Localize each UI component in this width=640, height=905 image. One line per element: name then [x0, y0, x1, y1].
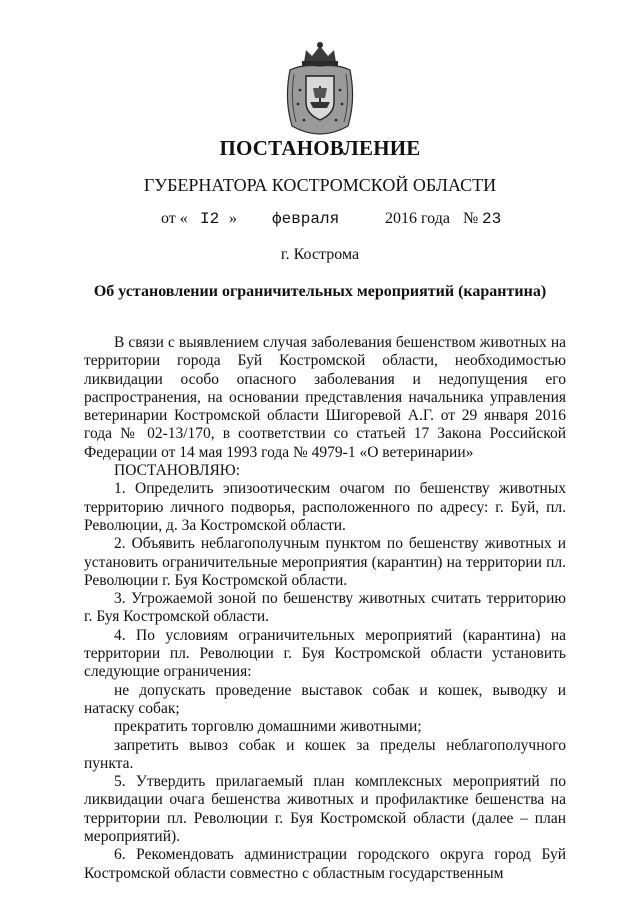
paragraph-resolve: ПОСТАНОВЛЯЮ: [114, 462, 241, 480]
document-number: 23 [482, 210, 502, 228]
date-prefix: от « [161, 210, 188, 227]
paragraph-restriction-2: прекратить торговлю домашними животными; [114, 718, 422, 736]
number-label: № [463, 210, 479, 227]
coat-of-arms-icon [282, 40, 358, 136]
date-line [0, 210, 640, 232]
paragraph-item-4: 4. По условиям ограничительных мероприятий (карантина) на территории пл. Революции г. Буя Костромской области установить следующие ограничения: [84, 626, 566, 681]
date-month: февраля [272, 210, 340, 228]
date-day: I2 [200, 210, 220, 228]
paragraph-item-6: 6. Рекомендовать администрации городского округа город Буй Костромской области совместно с областным государственным [84, 846, 566, 882]
paragraph-item-5: 5. Утвердить прилагаемый план комплексных мероприятий по ликвидации очага бешенства животных и профилактике бешенства на территории пл. Революции г. Буя Костромской области (далее – план мероприятий). [84, 773, 566, 846]
document-heading: Об установлении ограничительных мероприятий (карантина) [93, 283, 547, 300]
paragraph-item-1: 1. Определить эпизоотическим очагом по бешенству животных территорию личного подворья, расположенного по адресу: г. Буй, пл. Революции, д. 3а Костромской области. [84, 480, 566, 534]
document-title: ПОСТАНОВЛЕНИЕ [219, 136, 421, 160]
paragraph-restriction-1: не допускать проведение выставок собак и кошек, выводку и натаску собак; [84, 681, 566, 717]
document-subtitle: ГУБЕРНАТОРА КОСТРОМСКОЙ ОБЛАСТИ [143, 175, 497, 195]
paragraph-preamble: В связи с выявлением случая заболевания бешенством животных на территории города Буй Костромской области, необходимостью ликвидации особо опасного заболевания и недопущения его распространения, на основании представления начальника управления ветеринарии Костромской области Шигоревой А.Г. от 29 января 2016 года № 02-13/170, в соответствии со статьей 17 Закона Российской Федерации от 14 мая 1993 года № 4979-1 «О ветеринарии» [84, 334, 566, 461]
city-line: г. Кострома [280, 246, 360, 263]
document-body [84, 334, 566, 883]
paragraph-restriction-3: запретить вывоз собак и кошек за пределы неблагополучного пункта. [84, 736, 566, 772]
paragraph-item-3: 3. Угрожаемой зоной по бешенству животных считать территорию г. Буя Костромской области. [84, 590, 566, 626]
date-suffix: » [229, 210, 237, 227]
date-year: 2016 года [385, 210, 450, 227]
paragraph-item-2: 2. Объявить неблагополучным пунктом по бешенству животных и установить ограничительные мероприятия (карантин) на территории пл. Революции г. Буя Костромской области. [84, 535, 566, 589]
